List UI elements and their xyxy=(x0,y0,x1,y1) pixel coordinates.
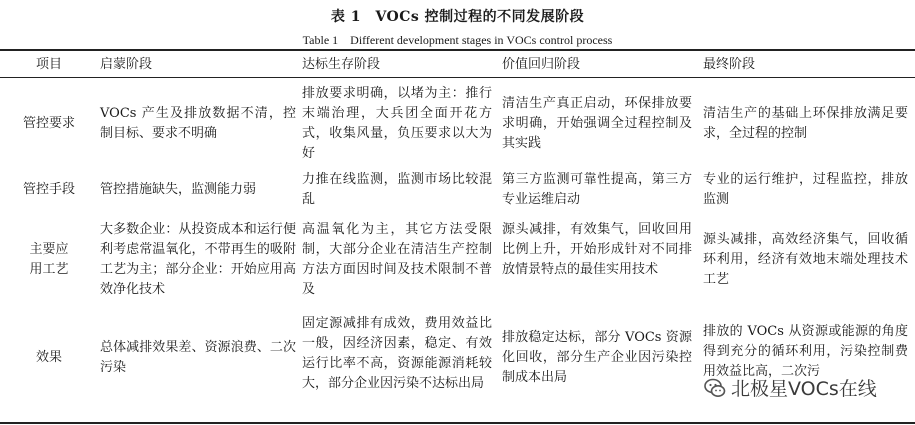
row-label-process: 主要应用工艺 xyxy=(29,242,69,277)
table-cell: 管控措施缺失，监测能力弱 xyxy=(100,182,257,197)
row-label-effect: 效果 xyxy=(35,350,62,365)
table-cell: 大多数企业：从投资成本和运行便利考虑常温氧化，不带再生的吸附工艺为主；部分企业：开始应用高效净化技术 xyxy=(100,222,296,297)
table-cell: 源头减排，高效经济集气，回收循环利用，经济有效地末端处理技术工艺 xyxy=(703,232,908,287)
watermark-text: 北极星VOCs在线 xyxy=(731,378,877,400)
row-label-means: 管控手段 xyxy=(22,182,75,197)
header-stage-enlightenment: 启蒙阶段 xyxy=(100,57,153,72)
watermark xyxy=(703,374,877,401)
table-cell: 专业的运行维护，过程监控，排放监测 xyxy=(703,172,908,207)
table-cell: 排放要求明确，以堵为主：推行末端治理，大兵团全面开花方式，收集风量，负压要求以大为好 xyxy=(302,86,492,161)
table-cell: 源头减排，有效集气，回收回用比例上升，开始形成针对不同排放情景特点的最佳实用技术 xyxy=(502,222,692,277)
table-title-cn: 表 1 VOCs 控制过程的不同发展阶段 xyxy=(330,9,585,25)
table-header-rule xyxy=(0,77,915,78)
table-cell: 排放稳定达标，部分 VOCs 资源化回收，部分生产企业因污染控制成本出局 xyxy=(502,330,692,385)
row-label-requirements: 管控要求 xyxy=(22,116,75,131)
header-stage-value-return: 价值回归阶段 xyxy=(502,57,581,72)
header-stage-final: 最终阶段 xyxy=(703,57,756,72)
table-top-rule xyxy=(0,49,915,51)
table-cell: 清洁生产真正启动，环保排放要求明确，开始强调全过程控制及其实践 xyxy=(502,96,692,151)
header-item: 项目 xyxy=(35,57,62,72)
table-cell: 总体减排效果差、资源浪费、二次污染 xyxy=(100,340,296,375)
table-cell: 固定源减排有成效，费用效益比一般，因经济因素，稳定、有效运行比率不高，资源能源消耗较大，部分企业因污染不达标出局 xyxy=(302,316,492,391)
table-cell: 排放的 VOCs 从资源或能源的角度得到充分的循环利用，污染控制费用效益比高，二次污 xyxy=(703,324,908,379)
table-title-en: Table 1 Different development stages in VOCs control process xyxy=(302,33,613,47)
table-cell: VOCs 产生及排放数据不清，控制目标、要求不明确 xyxy=(100,106,296,141)
table-cell: 第三方监测可靠性提高，第三方专业运维启动 xyxy=(502,172,692,207)
table-cell: 高温氧化为主，其它方法受限制，大部分企业在清洁生产控制方法方面因时间及技术限制不普及 xyxy=(302,222,492,297)
header-stage-compliance: 达标生存阶段 xyxy=(302,57,381,72)
table-bottom-rule xyxy=(0,422,915,424)
table-cell: 清洁生产的基础上环保排放满足要求，全过程的控制 xyxy=(703,106,908,141)
table-cell: 力推在线监测，监测市场比较混乱 xyxy=(302,172,492,207)
wechat-logo-icon xyxy=(703,376,727,400)
